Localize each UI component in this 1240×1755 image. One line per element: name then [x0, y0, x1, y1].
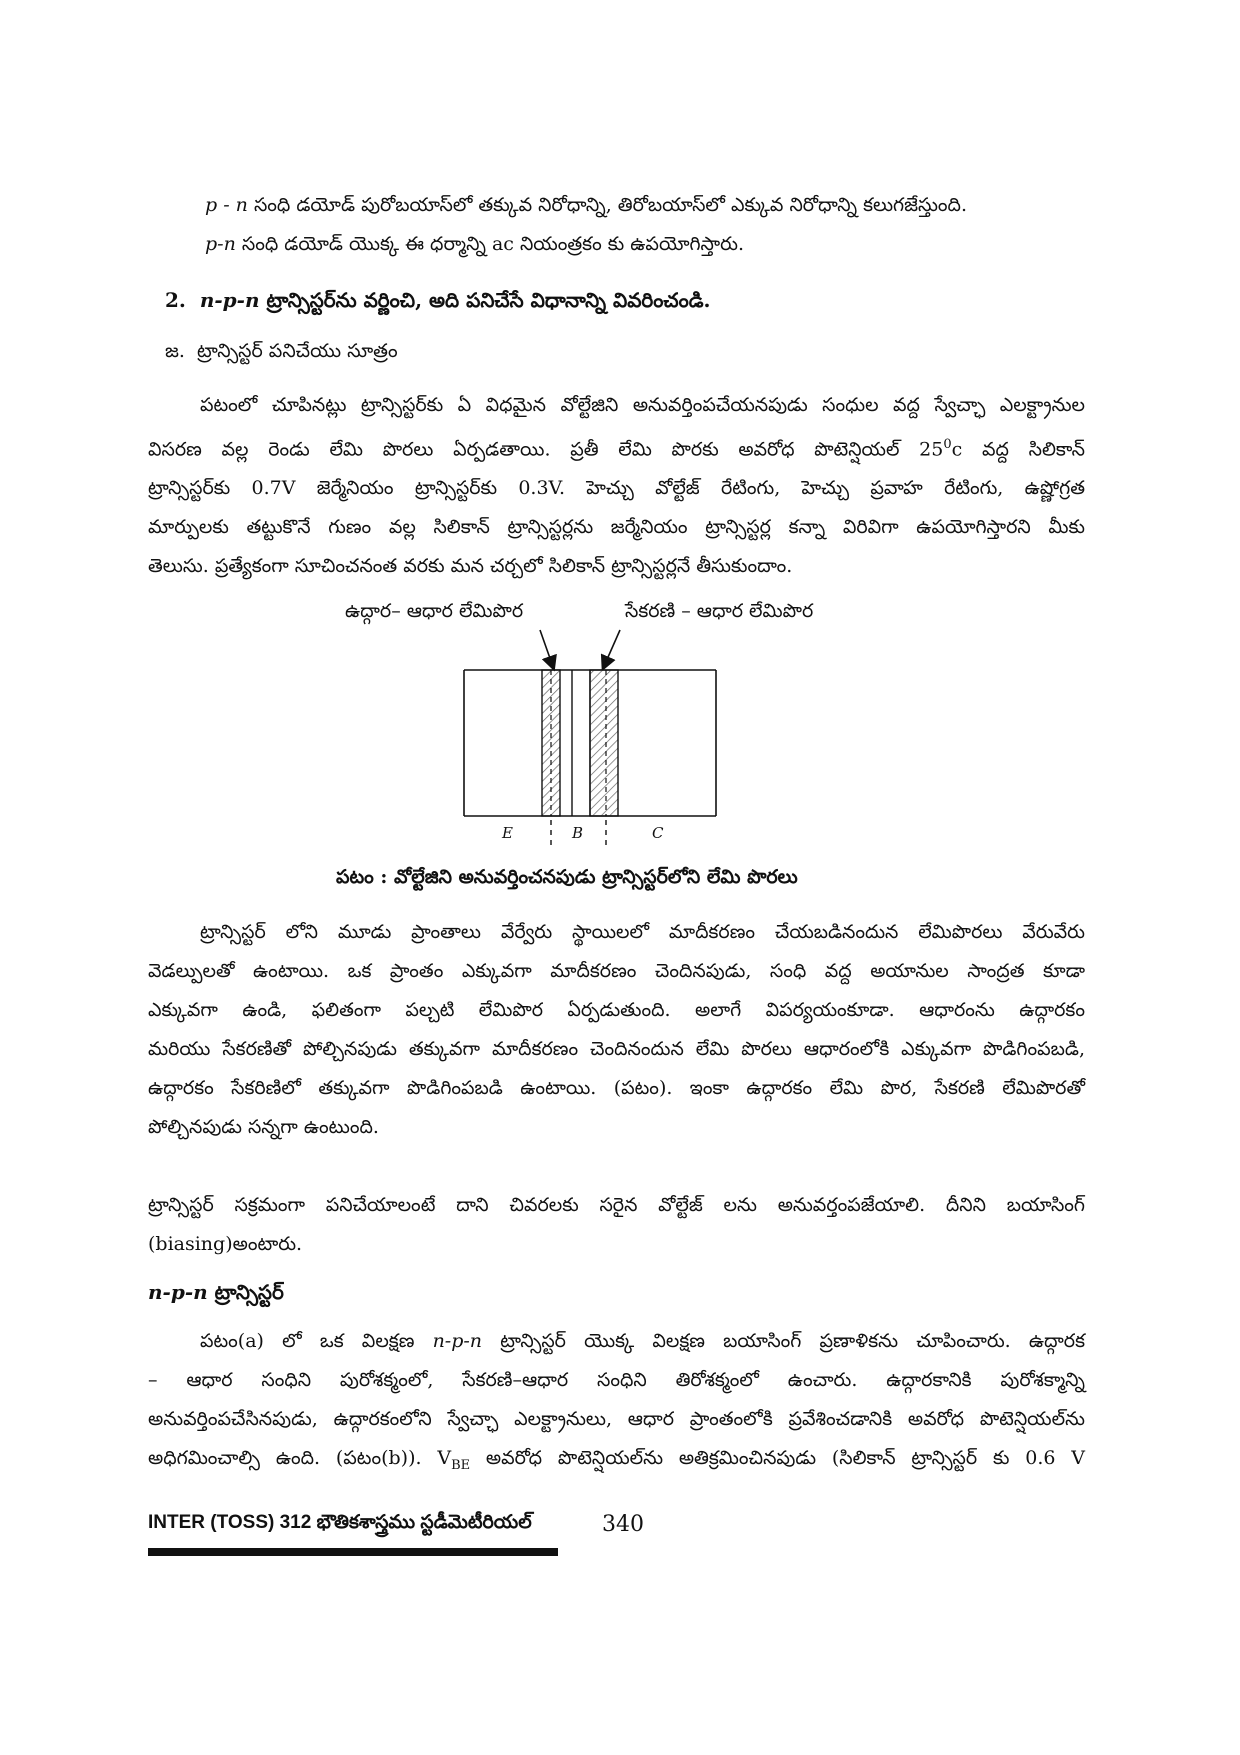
para4-line-2: – ఆధార సంధిని పురోశక్మంలో, సేకరణి–ఆధార సంధిని తిరోశక్మంలో ఉంచారు. ఉద్గారకానికి పురోశక్మాన్ని	[148, 1369, 1085, 1391]
paragraph-2	[148, 913, 1085, 1147]
answer-title-text: ట్రాన్సిస్టర్ పనిచేయు సూత్రం	[197, 340, 398, 362]
depletion-layer-figure	[440, 620, 740, 850]
paragraph-1	[148, 386, 1085, 586]
intro-line-2-text: సంధి డయోడ్ యొక్క ఈ ధర్మాన్ని ac నియంత్రకం కు ఉపయోగిస్తారు.	[235, 233, 745, 255]
figure-label-collector-base: సేకరణి – ఆధార లేమిపొర	[625, 600, 814, 622]
subheading-text: ట్రాన్సిస్టర్	[207, 1280, 284, 1304]
figure-caption: పటం : వోల్టేజిని అనువర్తించనపుడు ట్రాన్సిస్టర్‌లోని లేమి పొరలు	[336, 866, 798, 888]
para2-line-5: ఉద్గారకం సేకరిణిలో తక్కువగా పొడిగింపబడి ఉంటాయి. (పటం). ఇంకా ఉద్గారకం లేమి పొర, సేకరణి లేమిపొరతో	[148, 1077, 1085, 1099]
para1-line-2a: విసరణ వల్ల రెండు లేమి పొరలు ఏర్పడతాయి. ప్రతీ లేమి పొరకు అవరోధ పొటెన్షియల్ 25	[148, 438, 944, 461]
footer-divider	[148, 1548, 558, 1556]
para4-line-3: అనువర్తింపచేసినపుడు, ఉద్గారకంలోని స్వేచ్ఛా ఎలక్ట్రానులు, ఆధార ప్రాంతంలోకి ప్రవేశించడానికి అవరోధ పొటెన్షియల్‌ను	[148, 1408, 1085, 1430]
para1-line-5: తెలుసు. ప్రత్యేకంగా సూచించనంత వరకు మన చర్చలో సిలికాన్ ట్రాన్సిస్టర్లనే తీసుకుందాం.	[148, 555, 793, 578]
para1-line-1: పటంలో చూపినట్లు ట్రాన్సిస్టర్‌కు ఏ విధమైన వోల్టేజిని అనువర్తింపచేయనపుడు సంధుల వద్ద స్వేచ్ఛా ఎలక్ట్రానుల	[200, 394, 1085, 416]
question-number: 2.	[165, 288, 186, 312]
para1-line-4: మార్పులకు తట్టుకొనే గుణం వల్ల సిలికాన్ ట్రాన్సిస్టర్లను జర్మేనియం ట్రాన్సిస్టర్ల కన్నా విరివిగా ఉపయోగిస్తారని మీకు	[148, 516, 1085, 539]
page-number: 340	[602, 1512, 644, 1537]
intro-paragraph	[205, 186, 1085, 264]
para3-line-1: ట్రాన్సిస్టర్ సక్రమంగా పనిచేయాలంటే దాని చివరలకు సరైన వోల్టేజ్ లను అనువర్తంపజేయాలి. దీనిని బయాసింగ్	[148, 1194, 1085, 1216]
para1-line-2b: c వద్ద సిలికాన్	[951, 438, 1085, 461]
para4-line-4b: అవరోధ పొటెన్షియల్‌ను అతిక్రమించినపుడు (సిలికాన్ ట్రాన్సిస్టర్ కు 0.6 V	[470, 1447, 1085, 1469]
para3-line-2: (biasing)అంటారు.	[148, 1233, 303, 1255]
region-label-base: B	[572, 824, 584, 842]
para2-line-2: వెడల్పులతో ఉంటాయి. ఒక ప్రాంతం ఎక్కువగా మాదీకరణం చెందినపుడు, సంధి వద్ద అయానుల సాంద్రత కూడా	[148, 960, 1085, 982]
answer-title	[165, 340, 398, 367]
npn-term: n-p-n	[432, 1330, 483, 1352]
degree-superscript: 0	[943, 437, 952, 452]
region-label-collector: C	[652, 824, 664, 842]
para1-line-3: ట్రాన్సిస్టర్‌కు 0.7V జెర్మేనియం ట్రాన్సిస్టర్‌కు 0.3V. హెచ్చు వోల్టేజ్ రేటింగు, హెచ్చు ప్రవాహ రేటింగు, ఉష్ణోగ్రత	[148, 477, 1085, 500]
para4-line-1a: పటం(a) లో ఒక విలక్షణ	[200, 1330, 433, 1352]
figure-label-emitter-base: ఉద్గార– ఆధార లేమిపొర	[345, 600, 524, 622]
collector-base-depletion-layer	[590, 670, 618, 816]
npn-term: n-p-n	[148, 1280, 208, 1304]
footer-title: INTER (TOSS) 312 భౌతికశాస్త్రము స్టడీమెటీరియల్	[148, 1512, 532, 1533]
para4-line-1b: ట్రాన్సిస్టర్ యొక్క విలక్షణ బయాసింగ్ ప్రణాళికను చూపించారు. ఉద్గారక	[482, 1330, 1085, 1352]
vbe-subscript: BE	[451, 1457, 471, 1473]
para4-line-1	[148, 1322, 1085, 1361]
paragraph-4	[148, 1322, 1085, 1485]
intro-line-2	[205, 225, 1085, 264]
para2-line-1: ట్రాన్సిస్టర్ లోని మూడు ప్రాంతాలు వేర్వేరు స్థాయిలలో మాదీకరణం చేయబడినందున లేమిపొరలు వేరువేరు	[200, 921, 1085, 943]
npn-subheading	[148, 1280, 284, 1309]
question-heading	[165, 288, 711, 317]
para4-line-4a: అధిగమించాల్సి ఉంది. (పటం(b)). V	[148, 1447, 452, 1469]
intro-line-1-text: సంధి డయోడ్ పురోబయాస్‌లో తక్కువ నిరోధాన్ని, తిరోబయాస్‌లో ఎక్కువ నిరోధాన్ని కలుగజేస్తుంది.	[247, 194, 968, 216]
para2-line-4: మరియు సేకరణితో పోల్చినపుడు తక్కువగా మాదీకరణం చెందినందున లేమి పొరలు ఆధారంలోకి ఎక్కువగా పొడిగింపబడి,	[148, 1038, 1085, 1060]
question-text: ట్రాన్సిస్టర్‌ను వర్ణించి, అది పనిచేసే విధానాన్ని వివరించండి.	[259, 288, 711, 312]
paragraph-3	[148, 1186, 1085, 1264]
para4-line-4	[148, 1439, 1085, 1485]
arrow-emitter-base	[540, 630, 552, 664]
region-label-emitter: E	[502, 824, 513, 842]
pn-term: p - n	[205, 194, 248, 216]
para2-line-6: పోల్చినపుడు సన్నగా ఉంటుంది.	[148, 1116, 379, 1138]
intro-line-1	[205, 186, 1085, 225]
arrow-collector-base	[605, 630, 620, 664]
answer-label: జ.	[165, 340, 185, 362]
npn-term: n-p-n	[199, 288, 260, 312]
pn-term: p-n	[205, 233, 236, 255]
para2-line-3: ఎక్కువగా ఉండి, ఫలితంగా పల్చటి లేమిపొర ఏర్పడుతుంది. అలాగే విపర్యయంకూడా. ఆధారంను ఉద్గారకం	[148, 999, 1085, 1021]
para1-line-2	[148, 425, 1085, 469]
